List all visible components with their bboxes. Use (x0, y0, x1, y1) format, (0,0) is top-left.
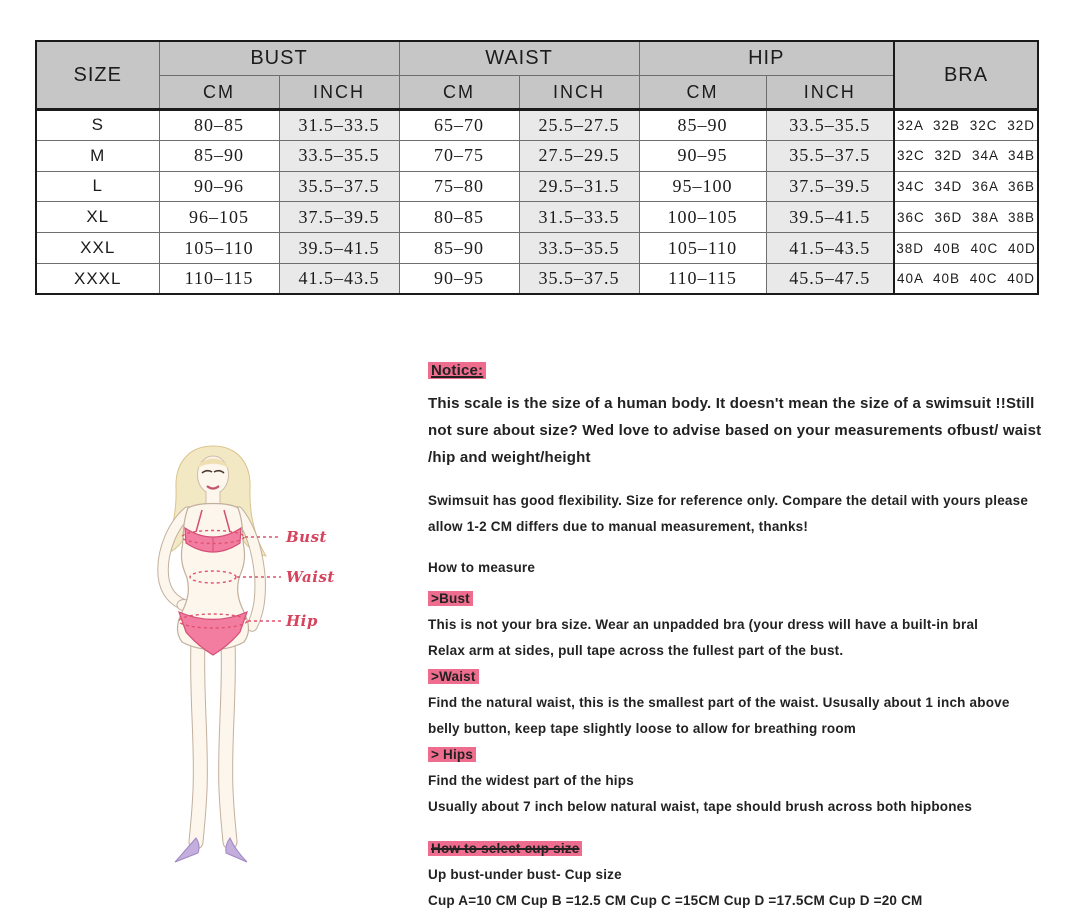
waist-cm-cell: 85–90 (399, 233, 519, 264)
size-cell: XL (36, 202, 159, 233)
table-row (36, 233, 1038, 264)
hip-cm-cell: 85–90 (639, 110, 766, 141)
col-header-waist-inch: INCH (519, 76, 639, 110)
hip-label: Hip (286, 612, 318, 630)
left-shoe (175, 838, 199, 862)
waist-label: Waist (286, 568, 335, 586)
waist-heading: >Waist (428, 669, 479, 684)
bust-instruction-1: This is not your bra size. Wear an unpadded bra (your dress will have a built-in bral (428, 617, 979, 632)
bust-heading-row (428, 586, 1046, 612)
bra-cell: 34C 34D 36A 36B (894, 171, 1038, 202)
table-row (36, 263, 1038, 294)
bra-cell: 32C 32D 34A 34B (894, 140, 1038, 171)
waist-cm-cell: 90–95 (399, 263, 519, 294)
bust-cm-cell: 90–96 (159, 171, 279, 202)
size-cell: XXL (36, 233, 159, 264)
cup-size-line-2: Cup A=10 CM Cup B =12.5 CM Cup C =15CM Cup D =17.5CM Cup D =20 CM (428, 893, 923, 908)
table-row (36, 140, 1038, 171)
flexibility-note: Swimsuit has good flexibility. Size for reference only. Compare the detail with yours please allow 1-2 CM differs due to manual measurement, thanks! (428, 493, 1029, 534)
waist-inch-cell: 29.5–31.5 (519, 171, 639, 202)
how-to-measure-heading: How to measure (428, 560, 536, 575)
measurement-figure (118, 442, 428, 872)
waist-heading-row (428, 664, 1046, 690)
woman-sketch-illustration (118, 442, 428, 872)
col-header-bust-inch: INCH (279, 76, 399, 110)
bust-cm-cell: 85–90 (159, 140, 279, 171)
table-row (36, 202, 1038, 233)
hip-cm-cell: 110–115 (639, 263, 766, 294)
col-header-bust: BUST (159, 41, 399, 76)
bra-cell: 38D 40B 40C 40D (894, 233, 1038, 264)
col-header-hip-inch: INCH (766, 76, 894, 110)
hip-inch-cell: 41.5–43.5 (766, 233, 894, 264)
waist-instruction-1: Find the natural waist, this is the smallest part of the waist. Ususally about 1 inch above (428, 695, 1010, 710)
waist-cm-cell: 75–80 (399, 171, 519, 202)
hip-inch-cell: 35.5–37.5 (766, 140, 894, 171)
hip-inch-cell: 33.5–35.5 (766, 110, 894, 141)
col-header-waist: WAIST (399, 41, 639, 76)
bust-heading: >Bust (428, 591, 473, 606)
waist-inch-cell: 25.5–27.5 (519, 110, 639, 141)
size-cell: S (36, 110, 159, 141)
table-row (36, 110, 1038, 141)
hip-cm-cell: 105–110 (639, 233, 766, 264)
bust-inch-cell: 37.5–39.5 (279, 202, 399, 233)
bust-label: Bust (286, 528, 327, 546)
bust-cm-cell: 110–115 (159, 263, 279, 294)
hip-cm-cell: 100–105 (639, 202, 766, 233)
left-leg (196, 642, 200, 842)
bust-inch-cell: 41.5–43.5 (279, 263, 399, 294)
hip-cm-cell: 90–95 (639, 140, 766, 171)
size-cell: XXXL (36, 263, 159, 294)
waist-inch-cell: 31.5–33.5 (519, 202, 639, 233)
col-header-hip-cm: CM (639, 76, 766, 110)
bra-cell: 32A 32B 32C 32D (894, 110, 1038, 141)
bust-inch-cell: 35.5–37.5 (279, 171, 399, 202)
cup-size-heading: How to select cup size (428, 841, 582, 856)
bust-inch-cell: 39.5–41.5 (279, 233, 399, 264)
col-header-size: SIZE (36, 41, 159, 110)
bust-cm-cell: 80–85 (159, 110, 279, 141)
notes-panel (428, 360, 1046, 914)
waist-inch-cell: 35.5–37.5 (519, 263, 639, 294)
bust-cm-cell: 96–105 (159, 202, 279, 233)
bra-cell: 36C 36D 38A 38B (894, 202, 1038, 233)
waist-cm-cell: 70–75 (399, 140, 519, 171)
cup-size-line-1: Up bust-under bust- Cup size (428, 867, 622, 882)
col-header-hip: HIP (639, 41, 894, 76)
hips-heading-row (428, 742, 1046, 768)
hip-inch-cell: 45.5–47.5 (766, 263, 894, 294)
right-leg (226, 642, 230, 842)
size-cell: M (36, 140, 159, 171)
table-row (36, 171, 1038, 202)
bust-inch-cell: 33.5–35.5 (279, 140, 399, 171)
size-table (35, 40, 1039, 295)
size-cell: L (36, 171, 159, 202)
bust-instruction-2: Relax arm at sides, pull tape across the fullest part of the bust. (428, 643, 844, 658)
bra-cell: 40A 40B 40C 40D (894, 263, 1038, 294)
hips-instruction-2: Usually about 7 inch below natural waist, tape should brush across both hipbones (428, 799, 973, 814)
notice-heading-row (428, 360, 1046, 382)
cup-size-heading-row (428, 836, 1046, 862)
hip-inch-cell: 37.5–39.5 (766, 171, 894, 202)
waist-cm-cell: 80–85 (399, 202, 519, 233)
hips-heading: > Hips (428, 747, 476, 762)
notice-heading: Notice: (428, 362, 486, 379)
col-header-bra: BRA (894, 41, 1038, 110)
notice-paragraph: This scale is the size of a human body. It doesn't mean the size of a swimsuit !!Still not sure about size? Wed love to advise based on your measurements ofbust/ waist /hip and weight/height (428, 395, 1042, 466)
hip-inch-cell: 39.5–41.5 (766, 202, 894, 233)
hips-instruction-1: Find the widest part of the hips (428, 773, 634, 788)
bust-cm-cell: 105–110 (159, 233, 279, 264)
size-table-body (36, 110, 1038, 295)
waist-inch-cell: 27.5–29.5 (519, 140, 639, 171)
col-header-bust-cm: CM (159, 76, 279, 110)
col-header-waist-cm: CM (399, 76, 519, 110)
waist-cm-cell: 65–70 (399, 110, 519, 141)
waist-inch-cell: 33.5–35.5 (519, 233, 639, 264)
waist-instruction-2: belly button, keep tape slightly loose to allow for breathing room (428, 721, 856, 736)
hip-cm-cell: 95–100 (639, 171, 766, 202)
bust-inch-cell: 31.5–33.5 (279, 110, 399, 141)
